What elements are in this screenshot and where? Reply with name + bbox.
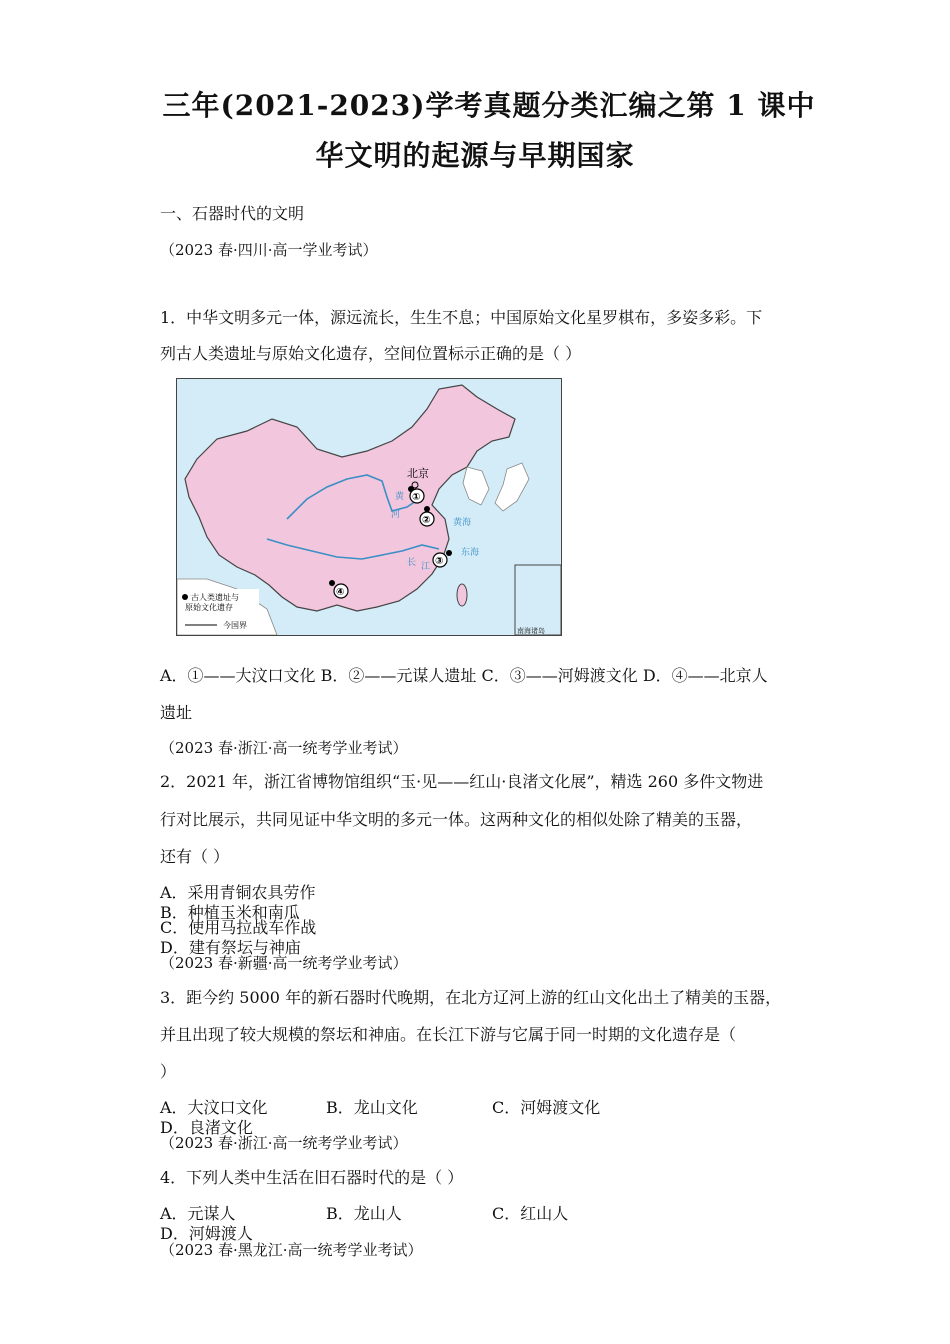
q4-source: （2023 春·浙江·高一统考学业考试） (160, 1134, 408, 1152)
site-dot-3 (446, 550, 452, 556)
taiwan (457, 584, 467, 606)
q2-stem-line2: 行对比展示，共同见证中华文明的多元一体。这两种文化的相似处除了精美的玉器， (160, 810, 753, 829)
q3-option-c[interactable]: C．河姆渡文化 (492, 1098, 601, 1117)
beijing-label: 北京 (407, 468, 429, 480)
q2-option-b[interactable]: B．种植玉米和南瓜 (160, 903, 300, 922)
q3-stem-line1: 3．距今约 5000 年的新石器时代晚期，在北方辽河上游的红山文化出土了精美的玉器， (160, 988, 782, 1007)
q2-stem-line3: 还有（ ） (160, 847, 230, 866)
q2-options-row2 (160, 918, 800, 958)
q2-option-d[interactable]: D．建有祭坛与神庙 (160, 938, 301, 957)
inset-label: 南海诸岛 (517, 628, 545, 635)
river-label-chang: 长 (407, 557, 417, 567)
river-label-huang: 黄 (395, 491, 405, 501)
q3-source: （2023 春·新疆·高一统考学业考试） (160, 954, 408, 972)
q2-option-a[interactable]: A．采用青铜农具劳作 (160, 883, 316, 902)
q1-options-line1: A．①——大汶口文化 B．②——元谋人遗址 C．③——河姆渡文化 D．④——北京人 (160, 666, 768, 685)
q3-options (160, 1098, 800, 1138)
site-dot-4 (329, 580, 335, 586)
q3-option-a[interactable]: A．大汶口文化 (160, 1098, 268, 1117)
q4-option-b[interactable]: B．龙山人 (326, 1204, 402, 1223)
q3-stem-line2: 并且出现了较大规模的祭坛和神庙。在长江下游与它属于同一时期的文化遗存是（ (160, 1025, 737, 1044)
q1-stem-line1: 1．中华文明多元一体，源远流长，生生不息；中国原始文化星罗棋布，多姿多彩。下 (160, 308, 763, 327)
china-map-svg (177, 379, 561, 635)
q4-options (160, 1204, 800, 1244)
q2-option-c[interactable]: C．使用马拉战车作战 (160, 918, 317, 937)
legend-label-1b: 原始文化遗存 (185, 603, 233, 612)
q4-option-c[interactable]: C．红山人 (492, 1204, 569, 1223)
q2-stem-line1: 2．2021 年，浙江省博物馆组织“玉·见——红山·良渚文化展”，精选 260 多件文物进 (160, 772, 764, 791)
q5-source: （2023 春·黑龙江·高一统考学业考试） (160, 1241, 423, 1259)
q4-option-d[interactable]: D．河姆渡人 (160, 1224, 253, 1243)
q4-option-a[interactable]: A．元谋人 (160, 1204, 236, 1223)
q3-option-d[interactable]: D．良渚文化 (160, 1118, 253, 1137)
q2-options-row1 (160, 883, 800, 923)
legend-dot (182, 594, 188, 600)
site-label-4: ④ (336, 587, 345, 598)
q3-stem-line3: ） (160, 1062, 177, 1081)
q4-stem: 4．下列人类中生活在旧石器时代的是（ ） (160, 1168, 464, 1187)
q1-source: （2023 春·四川·高一学业考试） (160, 241, 378, 259)
site-label-3: ③ (435, 556, 444, 567)
river-label-jiang: 江 (421, 561, 431, 571)
site-dot-2 (424, 506, 430, 512)
q2-source: （2023 春·浙江·高一统考学业考试） (160, 739, 408, 757)
legend-label-1a: 古人类遗址与 (191, 593, 239, 602)
china-map-figure (176, 378, 562, 636)
river-label-he: 河 (391, 509, 401, 519)
sea-label-huanghai: 黄海 (453, 517, 472, 527)
q3-option-b[interactable]: B．龙山文化 (326, 1098, 418, 1117)
section-heading: 一、石器时代的文明 (160, 204, 305, 223)
doc-title-line1: 三年(2021-2023)学考真题分类汇编之第 1 课中 (162, 89, 816, 122)
doc-title-line2: 华文明的起源与早期国家 (315, 139, 635, 172)
site-label-2: ② (422, 515, 431, 526)
q1-stem-line2: 列古人类遗址与原始文化遗存，空间位置标示正确的是（ ） (160, 344, 582, 363)
q1-options-line2: 遗址 (160, 703, 193, 722)
site-label-1: ① (412, 492, 421, 503)
sea-label-donghai: 东海 (461, 547, 480, 557)
legend-label-2: 今国界 (223, 621, 247, 630)
south-sea-inset (515, 565, 561, 635)
